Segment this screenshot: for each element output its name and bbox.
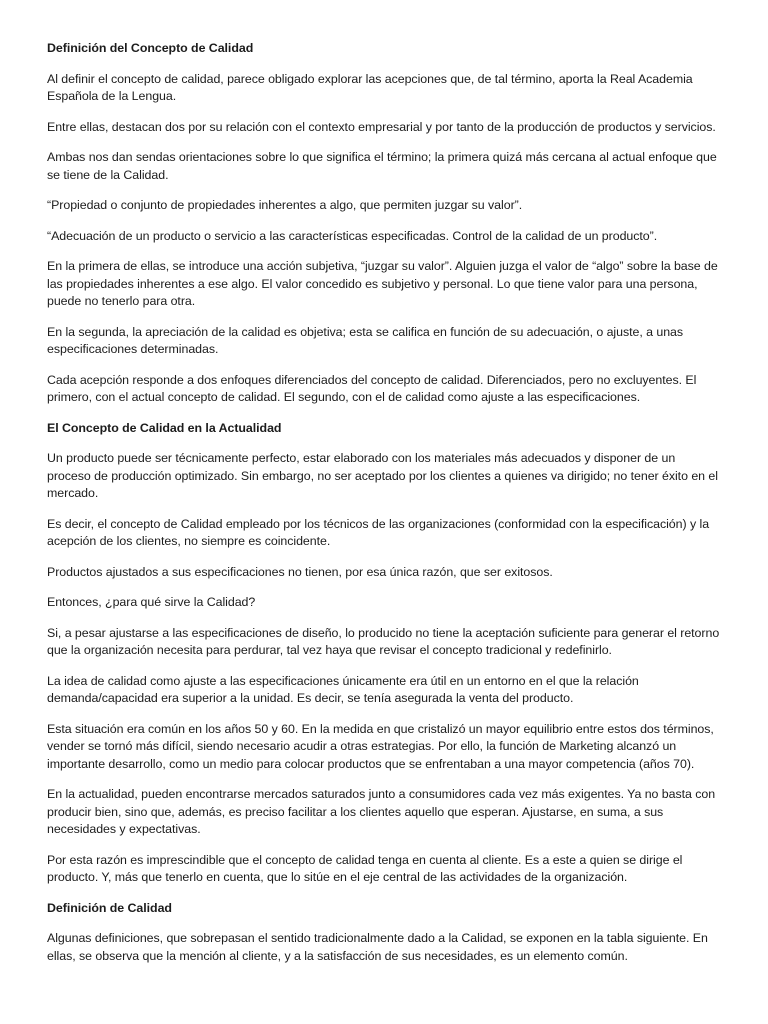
paragraph: Por esta razón es imprescindible que el concepto de calidad tenga en cuenta al cliente. Es a este a quien se dirige el producto. Y, más que tenerlo en cuenta, que lo sitúe en el eje central de las actividades de la organización. xyxy=(47,852,683,884)
paragraph: Entre ellas, destacan dos por su relación con el contexto empresarial y por tanto de la producción de productos y servicios. xyxy=(47,119,716,134)
section-heading: El Concepto de Calidad en la Actualidad xyxy=(47,420,282,435)
paragraph: Un producto puede ser técnicamente perfecto, estar elaborado con los materiales más adecuados y disponer de un proceso de producción optimizado. Sin embargo, no ser aceptado por los clientes a quienes va dirigido; no tener éxito en el mercado. xyxy=(47,451,718,500)
section-heading: Definición de Calidad xyxy=(47,900,172,915)
paragraph: Ambas nos dan sendas orientaciones sobre lo que significa el término; la primera quizá más cercana al actual enfoque que se tiene de la Calidad. xyxy=(47,150,717,182)
paragraph: Esta situación era común en los años 50 y 60. En la medida en que cristalizó un mayor equilibrio entre estos dos términos, vender se tornó más difícil, siendo necesario acudir a otras estrategias. Por ello, la función de Marketing alcanzó un importante desarrollo, como un medio para colocar productos que se enfrentaban a una mayor competencia (años 70). xyxy=(47,721,714,771)
paragraph: Cada acepción responde a dos enfoques diferenciados del concepto de calidad. Diferenciados, pero no excluyentes. El primero, con el actual concepto de calidad. El segundo, con el de calidad como ajuste a las especificaciones. xyxy=(47,372,697,404)
paragraph: Es decir, el concepto de Calidad empleado por los técnicos de las organizaciones (conformidad con la especificación) y la acepción de los clientes, no siempre es coincidente. xyxy=(47,516,710,548)
paragraph: Productos ajustados a sus especificaciones no tienen, por esa única razón, que ser exitosos. xyxy=(47,564,553,579)
paragraph: La idea de calidad como ajuste a las especificaciones únicamente era útil en un entorno en el que la relación demanda/capacidad era superior a la unidad. Es decir, se tenía asegurada la venta del producto. xyxy=(47,673,639,705)
section-heading: Definición del Concepto de Calidad xyxy=(47,41,254,55)
paragraph: En la primera de ellas, se introduce una acción subjetiva, “juzgar su valor”. Alguien juzga el valor de “algo” sobre la base de las propiedades inherentes a ese algo. El valor concedido es subjetivo y personal. Lo que tiene valor para una persona, puede no tenerlo para otra. xyxy=(47,259,718,308)
paragraph: En la actualidad, pueden encontrarse mercados saturados junto a consumidores cada vez más exigentes. Ya no basta con producir bien, sino que, además, es preciso facilitar a los clientes aquello que esperan. Ajustarse, en suma, a sus necesidades y expectativas. xyxy=(47,787,716,836)
paragraph: Entonces, ¿para qué sirve la Calidad? xyxy=(47,595,256,609)
paragraph: Si, a pesar ajustarse a las especificaciones de diseño, lo producido no tiene la aceptación suficiente para generar el retorno que la organización necesita para perdurar, tal vez haya que revisar el concepto tradicional y redefinirlo. xyxy=(47,625,720,657)
paragraph: Algunas definiciones, que sobrepasan el sentido tradicionalmente dado a la Calidad, se exponen en la tabla siguiente. En ellas, se observa que la mención al cliente, y a la satisfacción de sus necesidades, es un elemento común. xyxy=(47,931,708,963)
quote-paragraph: “Propiedad o conjunto de propiedades inherentes a algo, que permiten juzgar su valor”. xyxy=(47,198,523,212)
paragraph: Al definir el concepto de calidad, parece obligado explorar las acepciones que, de tal término, aporta la Real Academia Española de la Lengua. xyxy=(47,71,693,103)
paragraph: En la segunda, la apreciación de la calidad es objetiva; esta se califica en función de su adecuación, o ajuste, a unas especificaciones determinadas. xyxy=(47,324,684,356)
quote-paragraph: “Adecuación de un producto o servicio a las características especificadas. Control de la calidad de un producto”. xyxy=(47,228,658,243)
document-page xyxy=(47,40,722,978)
